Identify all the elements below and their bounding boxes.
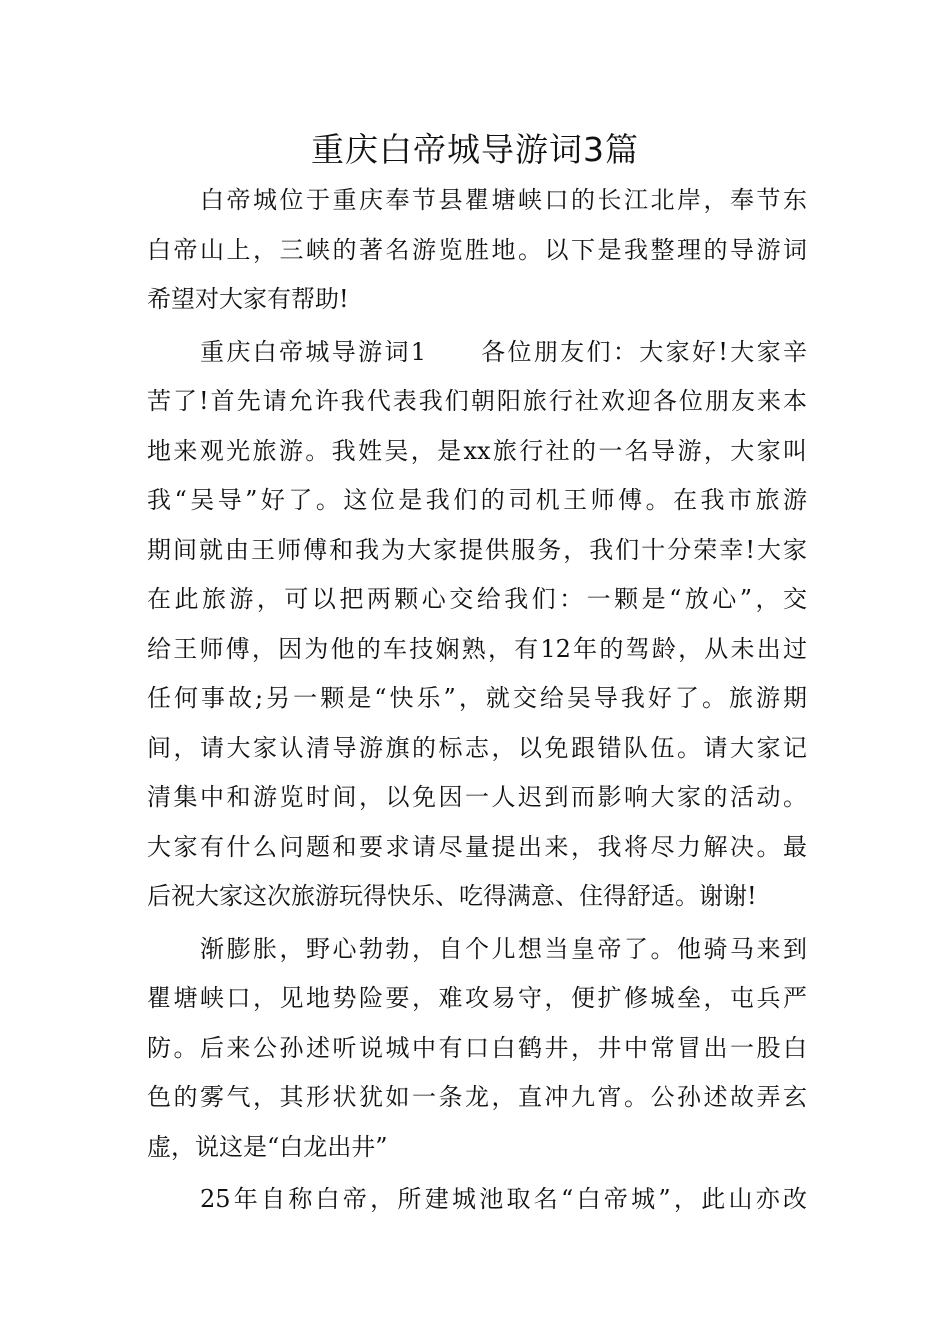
paragraph-guide-1 bbox=[147, 328, 807, 922]
text-line: 大家有什么问题和要求请尽量提出来，我将尽力解决。最 bbox=[147, 832, 807, 861]
text-line: 虚，说这是“白龙出井” bbox=[147, 1132, 388, 1161]
text-line: 在此旅游，可以把两颗心交给我们：一颗是“放心”，交 bbox=[147, 585, 807, 613]
text-line: 苦了!首先请允许我代表我们朝阳旅行社欢迎各位朋友来本 bbox=[147, 387, 807, 415]
text-line: 25年自称白帝，所建城池取名“白帝城”，此山亦改 bbox=[200, 1185, 807, 1213]
text-line: 任何事故;另一颗是“快乐”，就交给吴导我好了。旅游期 bbox=[147, 684, 807, 712]
text-line: 间，请大家认清导游旗的标志，以免跟错队伍。请大家记 bbox=[147, 733, 807, 762]
text-line: 后祝大家这次旅游玩得快乐、吃得满意、住得舒适。谢谢! bbox=[147, 882, 757, 910]
text-line: 白帝山上，三峡的著名游览胜地。以下是我整理的导游词 bbox=[147, 235, 807, 264]
paragraph-white-emperor bbox=[147, 1175, 807, 1225]
paragraph-intro bbox=[147, 176, 807, 325]
document-body bbox=[147, 176, 807, 1225]
paragraph-history bbox=[147, 925, 807, 1173]
text-line: 白帝城位于重庆奉节县瞿塘峡口的长江北岸，奉节东 bbox=[200, 186, 807, 214]
text-line: 色的雾气，其形状犹如一条龙，直冲九宵。公孙述故弄玄 bbox=[147, 1083, 807, 1111]
text-line: 渐膨胀，野心勃勃，自个儿想当皇帝了。他骑马来到 bbox=[200, 934, 807, 963]
text-line: 清集中和游览时间，以免因一人迟到而影响大家的活动。 bbox=[147, 783, 807, 811]
text-line: 期间就由王师傅和我为大家提供服务，我们十分荣幸!大家 bbox=[147, 535, 807, 564]
text-line: 防。后来公孙述听说城中有口白鹤井，井中常冒出一股白 bbox=[147, 1033, 807, 1062]
document-title: 重庆白帝城导游词3篇 bbox=[311, 130, 639, 169]
text-line: 给王师傅，因为他的车技娴熟，有12年的驾龄，从未出过 bbox=[147, 634, 807, 663]
text-line: 瞿塘峡口，见地势险要，难攻易守，便扩修城垒，屯兵严 bbox=[147, 984, 807, 1012]
text-line: 地来观光旅游。我姓吴，是xx旅行社的一名导游，大家叫 bbox=[147, 436, 807, 465]
text-line: 我“吴导”好了。这位是我们的司机王师傅。在我市旅游 bbox=[147, 486, 807, 514]
text-line: 希望对大家有帮助! bbox=[147, 285, 349, 313]
text-line: 重庆白帝城导游词1 各位朋友们：大家好!大家辛 bbox=[200, 337, 807, 366]
